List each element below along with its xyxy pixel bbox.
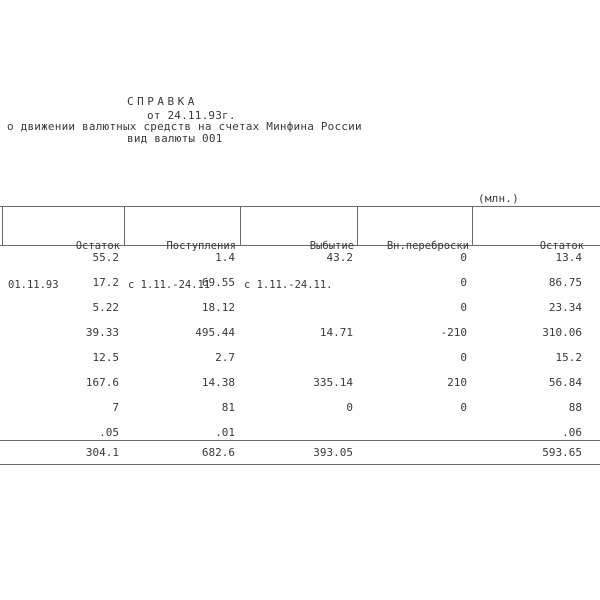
cell-receipts: 14.38 [201, 376, 235, 389]
cell-closing-balance: 56.84 [548, 376, 582, 389]
column-header-period: с 1.11.-24.11. [244, 279, 333, 291]
column-header-label: Поступления [166, 240, 236, 252]
cell-closing-balance: 88 [568, 401, 582, 414]
cell-internal-transfers: 0 [460, 301, 467, 314]
document-description: о движении валютных средств на счетах Минфина России [7, 120, 362, 133]
cell-internal-transfers: 0 [460, 401, 467, 414]
column-divider [124, 206, 125, 245]
cell-disposals: 14.71 [319, 326, 353, 339]
cell-opening-balance: 17.2 [92, 276, 119, 289]
cell-disposals: 0 [346, 401, 353, 414]
cell-disposals: 43.2 [326, 251, 353, 264]
cell-receipts: .01 [215, 426, 235, 439]
cell-receipts: 2.7 [215, 351, 235, 364]
column-divider [2, 206, 3, 245]
column-divider [472, 206, 473, 245]
cell-internal-transfers: 0 [460, 276, 467, 289]
column-header-closing-balance [476, 214, 584, 279]
cell-closing-balance: 310.06 [542, 326, 582, 339]
cell-opening-balance: 5.22 [92, 301, 119, 314]
cell-internal-transfers: 210 [447, 376, 467, 389]
totals-top-rule [0, 440, 600, 441]
cell-opening-balance: 39.33 [85, 326, 119, 339]
column-header-label: Остаток [75, 240, 120, 252]
cell-opening-balance: 7 [112, 401, 119, 414]
cell-closing-balance: 86.75 [548, 276, 582, 289]
column-divider [240, 206, 241, 245]
total-opening-balance: 304.1 [85, 446, 119, 459]
units-label: (млн.) [478, 192, 519, 205]
column-header-disposals [244, 214, 354, 318]
cell-opening-balance: 167.6 [85, 376, 119, 389]
totals-bottom-rule [0, 464, 600, 465]
cell-closing-balance: 13.4 [555, 251, 582, 264]
cell-closing-balance: .06 [562, 426, 582, 439]
column-header-period: 01.11.93 [8, 279, 59, 291]
column-divider [357, 206, 358, 245]
column-header-label: Выбытие [309, 240, 354, 252]
cell-closing-balance: 23.34 [548, 301, 582, 314]
cell-internal-transfers: -210 [440, 326, 467, 339]
cell-internal-transfers: 0 [460, 351, 467, 364]
cell-closing-balance: 15.2 [555, 351, 582, 364]
column-header-internal-transfers [361, 214, 469, 279]
table-top-rule [0, 206, 600, 207]
cell-opening-balance: 55.2 [92, 251, 119, 264]
cell-opening-balance: .05 [99, 426, 119, 439]
document-date: от 24.11.93г. [147, 109, 236, 122]
cell-receipts: 1.4 [215, 251, 235, 264]
cell-receipts: 69.55 [201, 276, 235, 289]
column-header-label: Вн.переброски [386, 240, 469, 252]
column-header-label: Остаток [539, 240, 584, 252]
cell-receipts: 495.44 [195, 326, 235, 339]
total-receipts: 682.6 [201, 446, 235, 459]
currency-type: вид валюты 001 [127, 132, 223, 145]
total-disposals: 393.05 [313, 446, 353, 459]
cell-disposals: 335.14 [313, 376, 353, 389]
cell-internal-transfers: 0 [460, 251, 467, 264]
cell-receipts: 18.12 [201, 301, 235, 314]
total-closing-balance: 593.65 [542, 446, 582, 459]
column-header-period: с 1.11.-24.11 [128, 279, 211, 291]
cell-opening-balance: 12.5 [92, 351, 119, 364]
document-title: СПРАВКА [127, 95, 198, 108]
cell-receipts: 81 [221, 401, 235, 414]
